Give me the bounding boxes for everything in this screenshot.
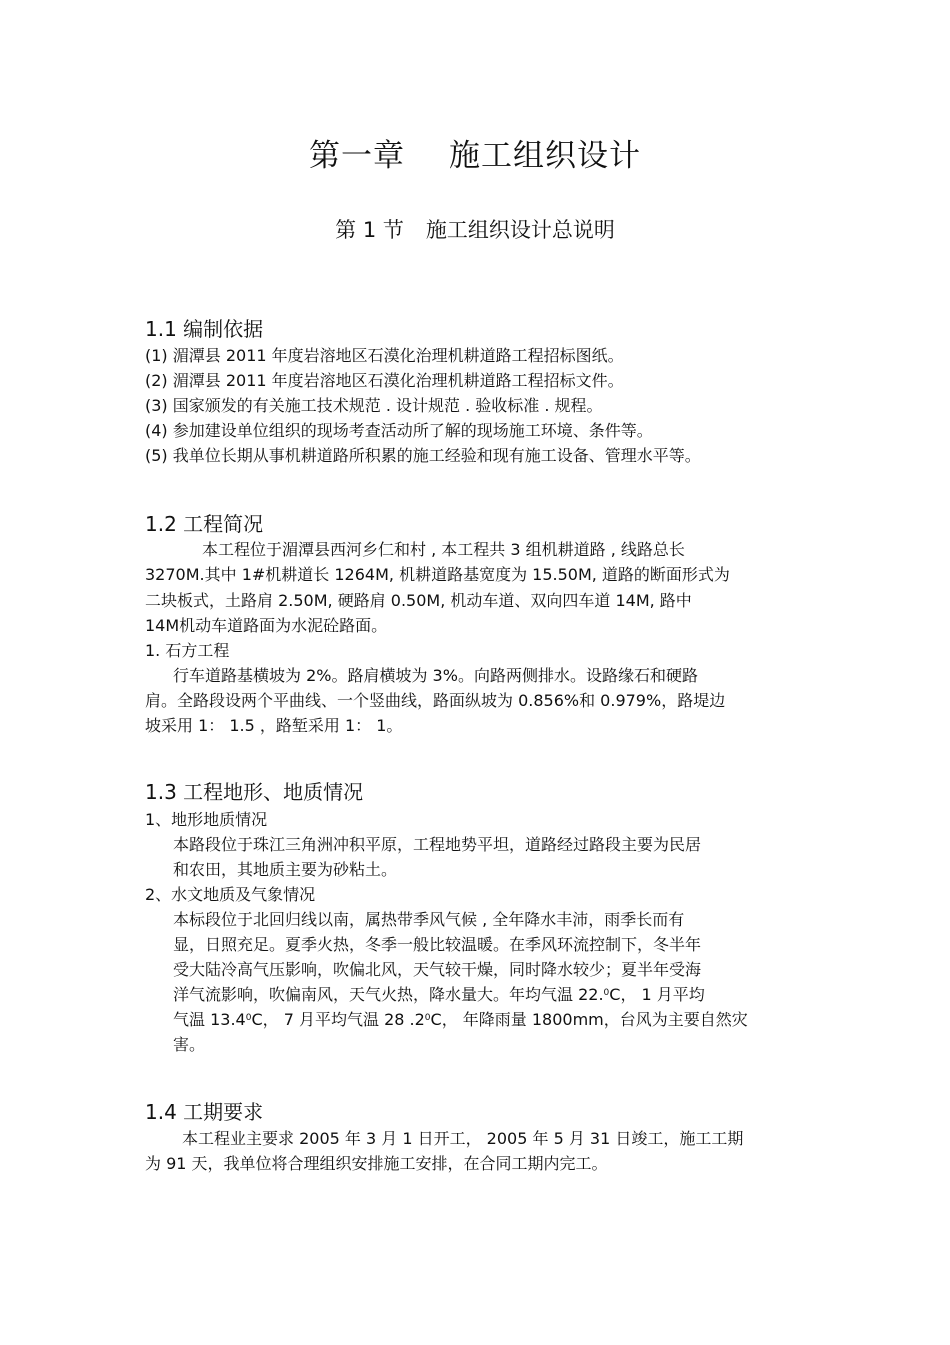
list-item: (2) 湄潭县 2011 年度岩溶地区石漠化治理机耕道路工程招标文件。 <box>145 371 624 390</box>
heading-1-2: 1.2 工程简况 <box>145 512 264 536</box>
paragraph-line: 害。 <box>173 1035 206 1054</box>
degree-mark: 0 <box>245 1013 252 1023</box>
degree-mark: 0 <box>424 1013 431 1023</box>
paragraph-line: 行车道路基横坡为 2%。路肩横坡为 3%。向路两侧排水。设路缘石和硬路 <box>173 666 698 685</box>
paragraph-line: 和农田，其地质主要为砂粘土。 <box>173 860 398 879</box>
paragraph-line: 受大陆冷高气压影响，吹偏北风，天气较干燥，同时降水较少；夏半年受海 <box>173 960 702 979</box>
text-segment: C， 1 月平均 <box>609 985 705 1004</box>
paragraph-line <box>173 983 705 1007</box>
paragraph-line: 3270M.其中 1#机耕道长 1264M, 机耕道路基宽度为 15.50M, 道路的断面形式为 <box>145 565 730 584</box>
section-name: 施工组织设计总说明 <box>425 218 615 242</box>
section-title <box>0 214 950 244</box>
text-segment: C， 7 月平均气温 28 .2 <box>251 1010 425 1029</box>
chapter-title <box>0 130 950 175</box>
paragraph-line: 本工程位于湄潭县西河乡仁和村 , 本工程共 3 组机耕道路 , 线路总长 <box>202 540 685 559</box>
list-item: (1) 湄潭县 2011 年度岩溶地区石漠化治理机耕道路工程招标图纸。 <box>145 346 624 365</box>
chapter-name: 施工组织设计 <box>449 138 641 174</box>
heading-1-3: 1.3 工程地形、地质情况 <box>145 780 364 804</box>
paragraph-line: 二块板式，土路肩 2.50M, 硬路肩 0.50M, 机动车道、双向四车道 14M, 路中 <box>145 591 692 610</box>
heading-1-4: 1.4 工期要求 <box>145 1100 264 1124</box>
degree-mark: 0 <box>603 988 610 998</box>
paragraph-line: 14M机动车道路面为水泥砼路面。 <box>145 616 388 635</box>
text-segment: C， 年降雨量 1800mm，台风为主要自然灾 <box>430 1010 748 1029</box>
paragraph-line: 显，日照充足。夏季火热，冬季一般比较温暖。在季风环流控制下，冬半年 <box>173 935 702 954</box>
heading-1-1: 1.1 编制依据 <box>145 317 264 341</box>
paragraph-line: 本工程业主要求 2005 年 3 月 1 日开工， 2005 年 5 月 31 日竣工，施工工期 <box>182 1129 744 1148</box>
paragraph-line: 肩。全路段设两个平曲线、一个竖曲线，路面纵坡为 0.856%和 0.979%，路堤边 <box>145 691 726 710</box>
paragraph-line: 本标段位于北回归线以南，属热带季风气候 , 全年降水丰沛，雨季长而有 <box>173 910 685 929</box>
sub-heading: 1、地形地质情况 <box>145 810 268 829</box>
sub-heading: 1. 石方工程 <box>145 641 230 660</box>
sub-heading: 2、水文地质及气象情况 <box>145 885 316 904</box>
list-item: (3) 国家颁发的有关施工技术规范 . 设计规范 . 验收标准 . 规程。 <box>145 396 603 415</box>
paragraph-line <box>173 1008 748 1032</box>
paragraph-line: 坡采用 1： 1.5 ，路堑采用 1： 1。 <box>145 716 403 735</box>
paragraph-line: 本路段位于珠江三角洲冲积平原，工程地势平坦，道路经过路段主要为民居 <box>173 835 702 854</box>
list-item: (4) 参加建设单位组织的现场考查活动所了解的现场施工环境、条件等。 <box>145 421 653 440</box>
text-segment: 洋气流影响，吹偏南风，天气火热，降水量大。年均气温 22. <box>173 985 604 1004</box>
section-number: 第 1 节 <box>335 218 404 242</box>
paragraph-line: 为 91 天，我单位将合理组织安排施工安排，在合同工期内完工。 <box>145 1154 608 1173</box>
list-item: (5) 我单位长期从事机耕道路所积累的施工经验和现有施工设备、管理水平等。 <box>145 446 701 465</box>
text-segment: 气温 13.4 <box>173 1010 246 1029</box>
chapter-number: 第一章 <box>309 138 405 174</box>
